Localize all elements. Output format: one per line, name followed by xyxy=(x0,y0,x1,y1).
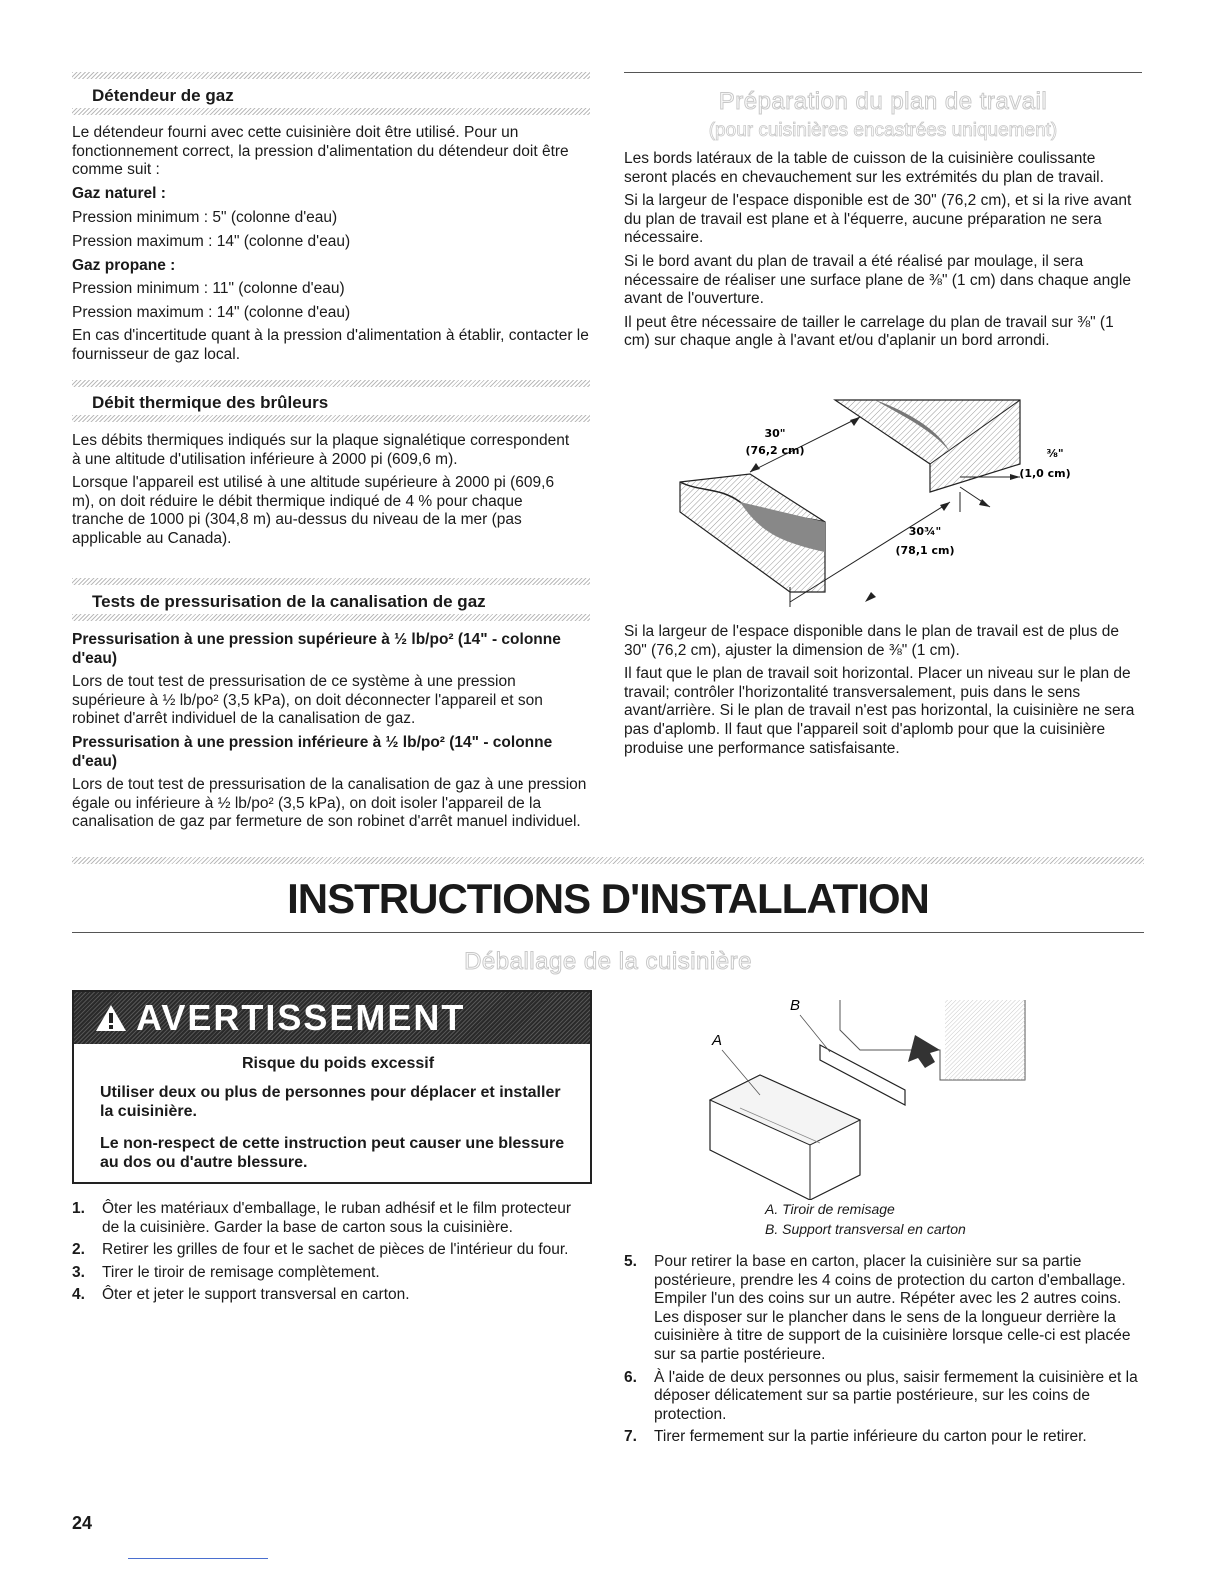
regulator-note: En cas d'incertitude quant à la pression d'alimentation à établir, contacter le fournisseur de gaz local. xyxy=(72,327,589,363)
burner-section xyxy=(72,432,572,554)
step-number: 4. xyxy=(72,1286,85,1304)
warning-body xyxy=(74,1044,590,1182)
step-number: 3. xyxy=(72,1263,85,1281)
burner-paragraph-1: Les débits thermiques indiqués sur la plaque signalétique correspondent à une altitude d'utilisation inférieure à 2000 pi (609,6 m). xyxy=(72,432,570,468)
propane-label: Gaz propane : xyxy=(72,256,176,274)
prep-paragraph-2: Si la largeur de l'espace disponible est de 30" (76,2 cm), et si la rive avant du plan de travail est plane et à l'équerre, aucune préparation ne sera nécessaire. xyxy=(624,192,1132,247)
step-text: Tirer le tiroir de remisage complètement. xyxy=(102,1263,380,1281)
label-a: A xyxy=(712,1032,723,1049)
dim-3034-cm-label: (78,1 cm) xyxy=(895,544,955,557)
countertop-diagram xyxy=(660,392,1100,612)
step-text: Ôter les matériaux d'emballage, le ruban adhésif et le film protecteur de la cuisinière. Garder la base de carton sous la cuisinière. xyxy=(102,1200,572,1236)
dim-38-label: ⅜" xyxy=(1046,447,1064,460)
prep-paragraph-1: Les bords latéraux de la table de cuisson de la cuisinière coulissante seront placés en chevauchement sur les extrémités du plan de travail. xyxy=(624,150,1104,186)
section-divider xyxy=(72,857,1144,864)
natural-max-pressure: Pression maximum : 14" (colonne d'eau) xyxy=(72,232,351,250)
propane-max-pressure: Pression maximum : 14" (colonne d'eau) xyxy=(72,303,351,321)
section-divider xyxy=(72,932,1144,933)
step-text: Retirer les grilles de four et le sachet de pièces de l'intérieur du four. xyxy=(102,1241,569,1259)
prep-paragraph-3: Si le bord avant du plan de travail a été réalisé par moulage, il sera nécessaire de réaliser une surface plane de ⅜" (1 cm) dans chaque angle avant de l'ouverture. xyxy=(624,252,1131,308)
dim-38-cm-label: (1,0 cm) xyxy=(1019,467,1071,480)
pressure-paragraph-low: Lors de tout test de pressurisation de la canalisation de gaz à une pression égale ou inférieure à ½ lb/po² (3,5 kPa), on doit isoler l'appareil de la canalisation de gaz par fermeture de son robinet d'arrêt manuel individuel. xyxy=(72,776,587,831)
section-divider xyxy=(72,614,590,621)
burner-paragraph-2: Lorsque l'appareil est utilisé à une altitude supérieure à 2000 pi (609,6 m), on doit réduire le débit thermique indiqué de 4 % pour chaque tranche de 1000 pi (304,8 m) au-dessus du niveau de la mer (pas applicable au Canada). xyxy=(72,474,555,547)
pressure-tests-heading: Tests de pressurisation de la canalisation de gaz xyxy=(92,592,486,611)
section-divider xyxy=(72,578,590,585)
step-number: 1. xyxy=(72,1200,85,1217)
step-item xyxy=(72,1200,582,1237)
step-text: Tirer fermement sur la partie inférieure du carton pour le retirer. xyxy=(654,1428,1087,1446)
dim-3034-label: 30¾" xyxy=(908,525,942,538)
dim-30-cm-label: (76,2 cm) xyxy=(745,444,805,457)
regulator-section xyxy=(72,124,592,370)
step-number: 6. xyxy=(624,1368,637,1386)
propane-min-pressure: Pression minimum : 11" (colonne d'eau) xyxy=(72,280,345,298)
step-number: 7. xyxy=(624,1428,637,1446)
regulator-intro: Le détendeur fourni avec cette cuisinière doit être utilisé. Pour un fonctionnement correct, la pression d'alimentation du détendeur doit être comme suit : xyxy=(72,124,569,179)
unpacking-steps-left xyxy=(72,1200,582,1309)
section-divider xyxy=(72,108,590,115)
step-number: 5. xyxy=(624,1253,637,1270)
burner-heading: Débit thermique des brûleurs xyxy=(92,393,329,412)
section-divider xyxy=(72,72,590,79)
countertop-right xyxy=(835,400,1020,492)
step-item xyxy=(624,1369,1144,1425)
warning-box xyxy=(72,990,592,1184)
step-item xyxy=(624,1253,1144,1365)
warning-instruction: Utiliser deux ou plus de personnes pour déplacer et installer la cuisinière. xyxy=(100,1084,561,1121)
pressure-subheading-high: Pressurisation à une pression supérieure à ½ lb/po² (14" - colonne d'eau) xyxy=(72,631,561,667)
prep-paragraph-5: Si la largeur de l'espace disponible dans le plan de travail est de plus de 30" (76,2 cm), ajuster la dimension de ⅜" (1 cm). xyxy=(624,623,1119,659)
footer-link-line xyxy=(128,1558,268,1559)
figure-caption-a: A. Tiroir de remisage xyxy=(765,1201,895,1217)
arrow-icon xyxy=(908,1035,940,1068)
section-divider xyxy=(72,415,590,422)
warning-risk: Risque du poids excessif xyxy=(241,1055,435,1072)
warning-banner xyxy=(74,992,590,1044)
cardboard-support xyxy=(820,1045,905,1105)
warning-consequence: Le non-respect de cette instruction peut causer une blessure au dos ou d'autre blessure. xyxy=(100,1134,565,1171)
prep-paragraph-4: Il peut être nécessaire de tailler le carrelage du plan de travail sur ⅜" (1 cm) sur chaque angle à l'avant et/ou d'aplanir un bord arrondi. xyxy=(624,313,1114,350)
natural-min-pressure: Pression minimum : 5" (colonne d'eau) xyxy=(72,209,338,227)
prep-paragraph-6: Il faut que le plan de travail soit horizontal. Placer un niveau sur le plan de travail; contrôler l'horizontalité transversalement, puis dans le sens avant/arrière. Si le plan de travail n'est pas horizontal, la cuisinière ne sera pas d'aplomb. Il faut que l'appareil soit d'aplomb pour que la cuisinière produise une performance satisfaisante. xyxy=(624,665,1135,757)
section-divider xyxy=(72,380,590,387)
regulator-heading: Détendeur de gaz xyxy=(92,86,234,105)
pressure-tests-section xyxy=(72,631,590,837)
step-item xyxy=(72,1241,582,1260)
step-item xyxy=(624,1428,1144,1447)
unpacking-subtitle: Déballage de la cuisinière xyxy=(464,948,752,975)
countertop-prep-text xyxy=(624,150,1140,356)
section-divider xyxy=(624,72,1142,73)
unpacking-steps-right xyxy=(624,1253,1144,1451)
step-item xyxy=(72,1264,582,1283)
installation-title: INSTRUCTIONS D'INSTALLATION xyxy=(287,875,929,922)
countertop-prep-text-2 xyxy=(624,623,1140,763)
step-text: À l'aide de deux personnes ou plus, saisir fermement la cuisinière et la déposer délicatement sur sa partie postérieure, sur les coins de protection. xyxy=(654,1368,1138,1423)
countertop-prep-title: Préparation du plan de travail xyxy=(718,88,1048,115)
pressure-paragraph-high: Lors de tout test de pressurisation de ce système à une pression supérieure à ½ lb/po² (3,5 kPa), on doit déconnecter l'appareil et son robinet d'arrêt individuel de la canalisation de gaz. xyxy=(72,673,543,728)
step-number: 2. xyxy=(72,1241,85,1259)
warning-triangle-icon xyxy=(94,1003,128,1033)
page-number: 24 xyxy=(72,1513,93,1533)
natural-gas-label: Gaz naturel : xyxy=(72,184,166,202)
label-b: B xyxy=(790,997,801,1014)
dim-30-label: 30" xyxy=(764,427,786,440)
step-text: Ôter et jeter le support transversal en carton. xyxy=(102,1286,410,1304)
pressure-subheading-low: Pressurisation à une pression inférieure à ½ lb/po² (14" - colonne d'eau) xyxy=(72,733,553,770)
countertop-prep-subtitle: (pour cuisinières encastrées uniquement) xyxy=(708,120,1058,141)
drawer-figure xyxy=(690,990,1050,1200)
step-text: Pour retirer la base en carton, placer la cuisinière sur sa partie postérieure, prendre les 4 coins de protection du carton d'emballage. Empiler l'un des coins sur un autre. Répéter avec les 2 autres coins. Les disposer sur le plancher dans le sens de la longueur derrière la cuisinière à titre de support de la cuisinière lorsque celle-ci est placée sur sa partie postérieure. xyxy=(654,1253,1131,1363)
step-item xyxy=(72,1286,582,1305)
warning-banner-text: AVERTISSEMENT xyxy=(136,997,466,1039)
figure-caption-b: B. Support transversal en carton xyxy=(765,1221,966,1237)
